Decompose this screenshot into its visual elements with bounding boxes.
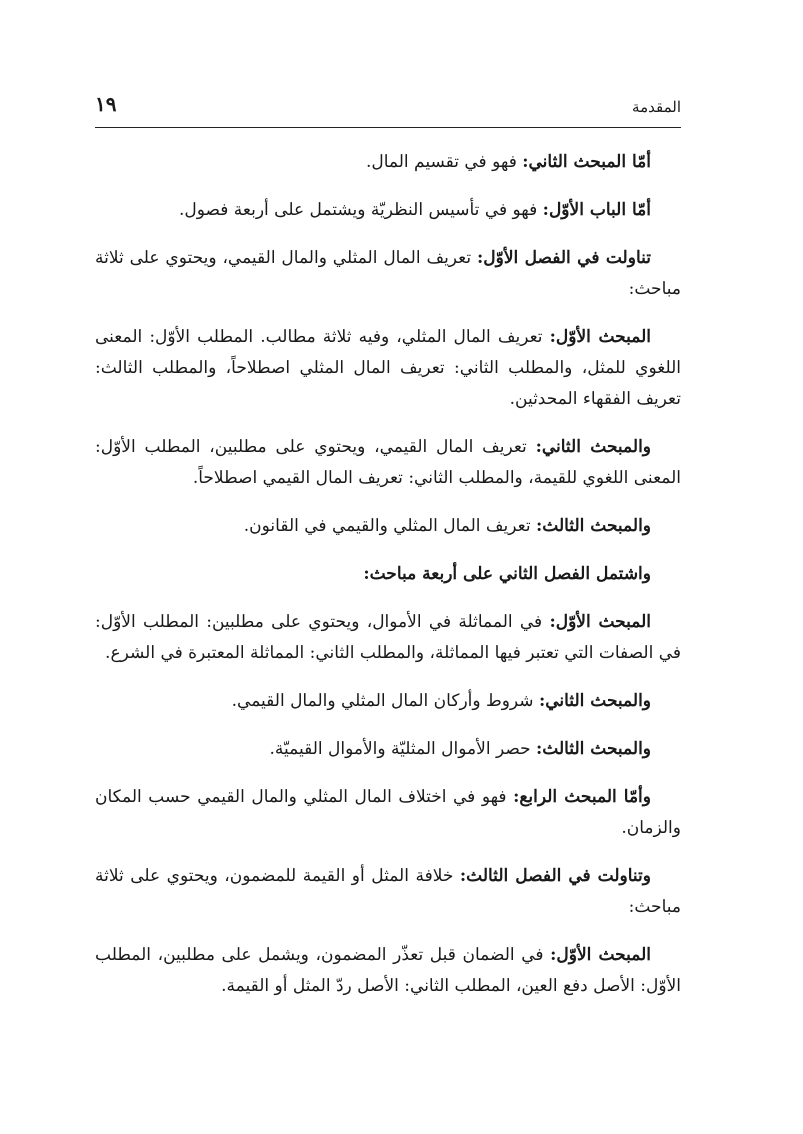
paragraph-text: في المماثلة في الأموال، ويحتوي على مطلبين: المطلب الأوّل: في الصفات التي تعتبر فيها المماثلة، والمطلب الثاني: المماثلة المعتبرة في الشرع. — [95, 612, 681, 663]
paragraph-text: تعريف المال المثلي، وفيه ثلاثة مطالب. المطلب الأوّل: المعنى اللغوي للمثل، والمطلب الثاني: تعريف المال المثلي اصطلاحاً، والمطلب الثالث: تعريف الفقهاء المحدثين. — [95, 327, 681, 409]
paragraph-text: تعريف المال القيمي، ويحتوي على مطلبين، المطلب الأوّل: المعنى اللغوي للقيمة، والمطلب الثاني: تعريف المال القيمي اصطلاحاً. — [95, 437, 681, 488]
page-number: ١٩ — [95, 92, 117, 116]
paragraph-heading: أمّا الباب الأوّل: — [542, 200, 651, 220]
paragraph-heading: والمبحث الثاني: — [538, 691, 651, 711]
paragraph — [95, 511, 681, 542]
page-header — [95, 92, 681, 128]
paragraph — [95, 195, 681, 226]
paragraph-text: فهو في اختلاف المال المثلي والمال القيمي حسب المكان والزمان. — [95, 787, 681, 838]
paragraph-heading: والمبحث الثاني: — [535, 437, 652, 457]
paragraph-text: في الضمان قبل تعذّر المضمون، ويشمل على مطلبين، المطلب الأوّل: الأصل دفع العين، المطلب الثاني: الأصل ردّ المثل أو القيمة. — [95, 945, 681, 996]
paragraph — [95, 147, 681, 178]
paragraph — [95, 322, 681, 415]
paragraph-heading: المبحث الأوّل: — [550, 945, 651, 965]
paragraph-heading: تناولت في الفصل الأوّل: — [477, 248, 651, 268]
paragraph-text: حصر الأموال المثليّة والأموال القيميّة. — [269, 739, 536, 759]
paragraph-text: تعريف المال المثلي والقيمي في القانون. — [243, 516, 536, 536]
paragraph-text: شروط وأركان المال المثلي والمال القيمي. — [231, 691, 539, 711]
section-heading — [95, 559, 681, 590]
paragraph — [95, 243, 681, 305]
paragraph — [95, 782, 681, 844]
paragraph-heading: والمبحث الثالث: — [535, 739, 651, 759]
paragraph-text: تعريف المال المثلي والمال القيمي، ويحتوي على ثلاثة مباحث: — [95, 248, 681, 299]
paragraph-heading: المبحث الأوّل: — [549, 612, 651, 632]
paragraph — [95, 607, 681, 669]
running-header-title: المقدمة — [632, 98, 681, 116]
paragraph — [95, 686, 681, 717]
paragraph-heading: المبحث الأوّل: — [549, 327, 651, 347]
paragraph-heading: أمّا المبحث الثاني: — [522, 152, 651, 172]
paragraph-heading: والمبحث الثالث: — [535, 516, 651, 536]
paragraph — [95, 734, 681, 765]
paragraph — [95, 940, 681, 1002]
paragraph-text: خلافة المثل أو القيمة للمضمون، ويحتوي على ثلاثة مباحث: — [95, 866, 681, 917]
paragraph-heading: واشتمل الفصل الثاني على أربعة مباحث: — [363, 564, 651, 584]
paragraph-heading: وتناولت في الفصل الثالث: — [459, 866, 651, 886]
page-body — [95, 147, 681, 1019]
paragraph — [95, 861, 681, 923]
paragraph-heading: وأمّا المبحث الرابع: — [513, 787, 651, 807]
paragraph-text: فهو في تقسيم المال. — [365, 152, 523, 172]
paragraph — [95, 432, 681, 494]
header-divider — [95, 127, 681, 128]
paragraph-text: فهو في تأسيس النظريّة ويشتمل على أربعة فصول. — [178, 200, 543, 220]
